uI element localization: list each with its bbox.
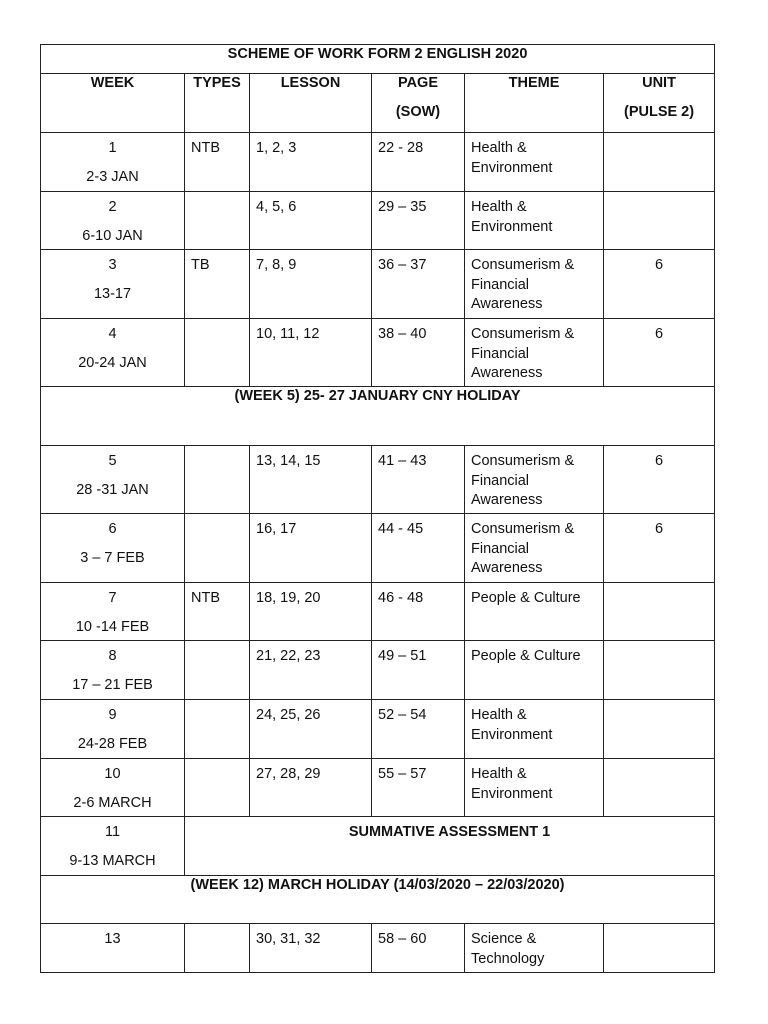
week-number: 11: [104, 824, 121, 840]
page-cell: 36 – 37: [372, 250, 465, 319]
theme-cell: Science & Technology: [465, 924, 604, 973]
theme-cell: Consumerism & Financial Awareness: [465, 446, 604, 514]
type-cell: [185, 924, 250, 973]
theme-cell: People & Culture: [465, 583, 604, 641]
header-row: [41, 74, 715, 133]
lesson-cell: 18, 19, 20: [250, 583, 372, 641]
week-cell: [41, 817, 185, 876]
week-cell: [41, 192, 185, 250]
unit-cell: 6: [604, 446, 715, 514]
lesson-cell: 16, 17: [250, 514, 372, 583]
week-number: 8: [108, 648, 117, 664]
unit-cell: [604, 133, 715, 192]
week-number: 4: [108, 326, 117, 342]
week-dates: 10 -14 FEB: [75, 618, 150, 635]
week-number: 9: [108, 707, 117, 723]
page-cell: 58 – 60: [372, 924, 465, 973]
week-dates: 20-24 JAN: [78, 354, 147, 371]
theme-cell: Consumerism & Financial Awareness: [465, 250, 604, 319]
unit-cell: 6: [604, 514, 715, 583]
header-theme: THEME: [465, 74, 604, 133]
week-number: 1: [108, 140, 117, 156]
header-week: WEEK: [41, 74, 185, 133]
header-lesson: LESSON: [250, 74, 372, 133]
unit-cell: [604, 700, 715, 759]
week-number: 10: [104, 766, 121, 782]
week-dates: 2-3 JAN: [86, 168, 139, 185]
week-number: 5: [108, 453, 117, 469]
theme-cell: People & Culture: [465, 641, 604, 700]
scheme-of-work-table: [40, 44, 715, 973]
week-cell: [41, 446, 185, 514]
type-cell: [185, 759, 250, 817]
holiday-cny: (WEEK 5) 25- 27 JANUARY CNY HOLIDAY: [41, 387, 715, 446]
header-page: [372, 74, 465, 133]
unit-cell: 6: [604, 319, 715, 387]
type-cell: [185, 641, 250, 700]
lesson-cell: 27, 28, 29: [250, 759, 372, 817]
summative-row: [41, 817, 715, 876]
lesson-cell: 4, 5, 6: [250, 192, 372, 250]
page-cell: 49 – 51: [372, 641, 465, 700]
week-cell: [41, 583, 185, 641]
theme-cell: Health & Environment: [465, 133, 604, 192]
week-cell: [41, 133, 185, 192]
table-row: [41, 446, 715, 514]
table-row: [41, 250, 715, 319]
lesson-cell: 24, 25, 26: [250, 700, 372, 759]
lesson-cell: 30, 31, 32: [250, 924, 372, 973]
week-number: 2: [108, 199, 117, 215]
header-types: TYPES: [185, 74, 250, 133]
week-dates: 13-17: [93, 285, 132, 302]
holiday-row: [41, 876, 715, 924]
unit-cell: [604, 924, 715, 973]
week-cell: [41, 700, 185, 759]
page-cell: 38 – 40: [372, 319, 465, 387]
week-cell: [41, 924, 185, 973]
table-row: [41, 319, 715, 387]
lesson-cell: 7, 8, 9: [250, 250, 372, 319]
lesson-cell: 10, 11, 12: [250, 319, 372, 387]
week-dates: 3 – 7 FEB: [80, 549, 145, 566]
table-row: [41, 583, 715, 641]
week-cell: [41, 514, 185, 583]
theme-cell: Consumerism & Financial Awareness: [465, 514, 604, 583]
week-dates: 6-10 JAN: [82, 227, 143, 244]
holiday-march: (WEEK 12) MARCH HOLIDAY (14/03/2020 – 22/03/2020): [41, 876, 715, 924]
week-cell: [41, 319, 185, 387]
page-cell: 44 - 45: [372, 514, 465, 583]
type-cell: TB: [185, 250, 250, 319]
header-unit: [604, 74, 715, 133]
week-number: 3: [108, 257, 117, 273]
week-dates: 28 -31 JAN: [76, 481, 149, 498]
header-page-sub: (SOW): [395, 103, 441, 120]
unit-cell: [604, 192, 715, 250]
unit-cell: [604, 583, 715, 641]
week-cell: [41, 250, 185, 319]
table-row: [41, 514, 715, 583]
summative-assessment: SUMMATIVE ASSESSMENT 1: [185, 817, 715, 876]
lesson-cell: 13, 14, 15: [250, 446, 372, 514]
header-unit-label: UNIT: [642, 75, 676, 91]
unit-cell: [604, 641, 715, 700]
page-cell: 46 - 48: [372, 583, 465, 641]
lesson-cell: 21, 22, 23: [250, 641, 372, 700]
week-number: 7: [108, 590, 117, 606]
table-row: [41, 133, 715, 192]
unit-cell: 6: [604, 250, 715, 319]
theme-cell: Health & Environment: [465, 759, 604, 817]
week-dates: 9-13 MARCH: [69, 852, 156, 869]
week-dates: 2-6 MARCH: [73, 794, 152, 811]
type-cell: NTB: [185, 583, 250, 641]
table-row: [41, 192, 715, 250]
type-cell: [185, 319, 250, 387]
lesson-cell: 1, 2, 3: [250, 133, 372, 192]
type-cell: [185, 700, 250, 759]
theme-cell: Health & Environment: [465, 700, 604, 759]
unit-cell: [604, 759, 715, 817]
type-cell: [185, 514, 250, 583]
table-row: [41, 759, 715, 817]
page-cell: 52 – 54: [372, 700, 465, 759]
table-row: [41, 700, 715, 759]
week-dates: 24-28 FEB: [77, 735, 148, 752]
table-row: [41, 641, 715, 700]
page-cell: 29 – 35: [372, 192, 465, 250]
page-cell: 41 – 43: [372, 446, 465, 514]
type-cell: [185, 192, 250, 250]
page-cell: 55 – 57: [372, 759, 465, 817]
theme-cell: Health & Environment: [465, 192, 604, 250]
holiday-row: [41, 387, 715, 446]
table-title: SCHEME OF WORK FORM 2 ENGLISH 2020: [41, 45, 715, 74]
table-title-row: [41, 45, 715, 74]
header-unit-sub: (PULSE 2): [623, 103, 695, 120]
table-row: [41, 924, 715, 973]
page-cell: 22 - 28: [372, 133, 465, 192]
header-page-label: PAGE: [397, 75, 439, 91]
week-cell: [41, 759, 185, 817]
theme-cell: Consumerism & Financial Awareness: [465, 319, 604, 387]
week-number: 13: [104, 931, 121, 947]
week-cell: [41, 641, 185, 700]
week-dates: 17 – 21 FEB: [72, 676, 153, 693]
week-number: 6: [108, 521, 117, 537]
type-cell: [185, 446, 250, 514]
type-cell: NTB: [185, 133, 250, 192]
